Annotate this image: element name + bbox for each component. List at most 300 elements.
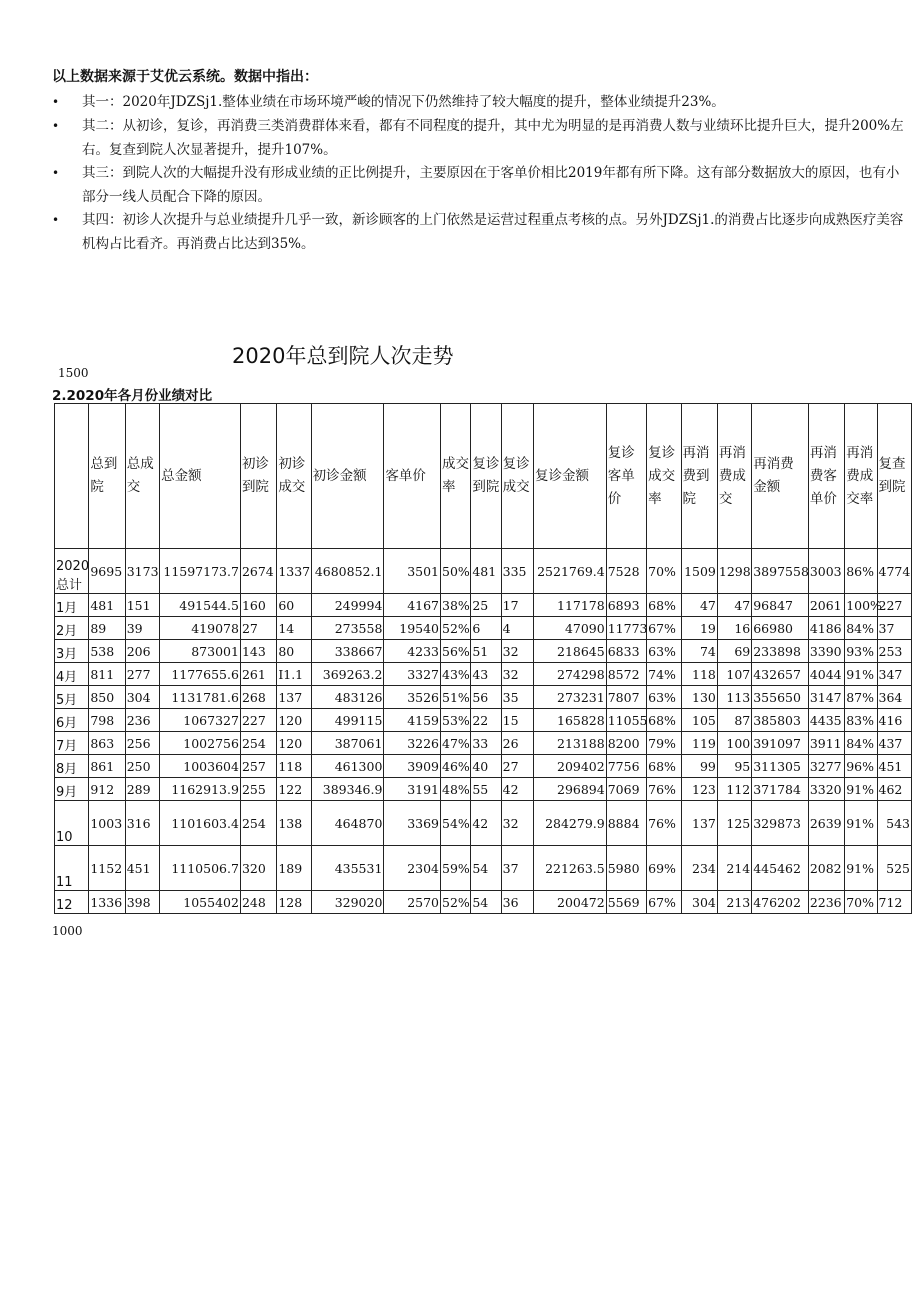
table-cell: 499115: [311, 709, 384, 732]
row-label: 2020总计: [55, 549, 89, 594]
table-cell: 254: [240, 801, 276, 846]
table-cell: 7756: [606, 755, 646, 778]
table-cell: 1131781.6: [160, 686, 241, 709]
table-cell: 437: [877, 732, 911, 755]
table-cell: 4680852.1: [311, 549, 384, 594]
column-header: 复诊客单价: [606, 404, 646, 549]
table-cell: 47%: [441, 732, 471, 755]
table-cell: 99: [681, 755, 717, 778]
table-cell: 200472: [533, 891, 606, 914]
table-cell: 17: [501, 594, 533, 617]
table-cell: 329020: [311, 891, 384, 914]
table-cell: 76%: [647, 801, 681, 846]
table-row: [55, 663, 912, 686]
table-cell: 119: [681, 732, 717, 755]
table-cell: 2082: [808, 846, 844, 891]
table-cell: 3369: [384, 801, 441, 846]
table-cell: 461300: [311, 755, 384, 778]
table-cell: 69: [717, 640, 751, 663]
table-cell: 6833: [606, 640, 646, 663]
row-label: 5月: [55, 686, 89, 709]
table-cell: 4044: [808, 663, 844, 686]
table-cell: 74: [681, 640, 717, 663]
table-cell: 389346.9: [311, 778, 384, 801]
table-cell: 1110506.7: [160, 846, 241, 891]
table-cell: 63%: [647, 686, 681, 709]
table-cell: 1067327: [160, 709, 241, 732]
table-cell: 19540: [384, 617, 441, 640]
table-row: [55, 594, 912, 617]
table-cell: 2061: [808, 594, 844, 617]
table-cell: 209402: [533, 755, 606, 778]
bullet-text: 其四：初诊人次提升与总业绩提升几乎一致，新诊顾客的上门依然是运营过程重点考核的点。另外JDZSj1.的消费占比逐步向成熟医疗美容机构占比看齐。再消费占比达到35%。: [82, 212, 904, 252]
column-header: 成交率: [441, 404, 471, 549]
table-cell: 56%: [441, 640, 471, 663]
table-cell: 273231: [533, 686, 606, 709]
table-cell: 4435: [808, 709, 844, 732]
table-cell: 11773: [606, 617, 646, 640]
row-label: 6月: [55, 709, 89, 732]
table-cell: 3897558: [752, 549, 809, 594]
table-cell: 80: [277, 640, 311, 663]
table-cell: 3277: [808, 755, 844, 778]
table-cell: 2236: [808, 891, 844, 914]
bullet-text: 其三：到院人次的大幅提升没有形成业绩的正比例提升，主要原因在于客单价相比2019年都有所下降。这有部分数据放大的原因，也有小部分一线人员配合下降的原因。: [82, 165, 900, 205]
table-cell: 118: [277, 755, 311, 778]
table-cell: 261: [240, 663, 276, 686]
table-cell: 128: [277, 891, 311, 914]
column-header: 总成交: [125, 404, 159, 549]
table-cell: 7069: [606, 778, 646, 801]
table-cell: 137: [277, 686, 311, 709]
table-cell: 296894: [533, 778, 606, 801]
table-cell: 2521769.4: [533, 549, 606, 594]
table-cell: 1298: [717, 549, 751, 594]
row-label: 8月: [55, 755, 89, 778]
table-cell: 143: [240, 640, 276, 663]
table-cell: 43: [471, 663, 501, 686]
table-cell: 69%: [647, 846, 681, 891]
bullet-text: 其二：从初诊，复诊，再消费三类消费群体来看，都有不同程度的提升，其中尤为明显的是再消费人数与业绩环比提升巨大，提升200%左右。复查到院人次显著提升，提升107%。: [82, 118, 904, 158]
table-cell: 464870: [311, 801, 384, 846]
table-cell: 67%: [647, 617, 681, 640]
table-cell: 125: [717, 801, 751, 846]
table-cell: 96847: [752, 594, 809, 617]
table-cell: 53%: [441, 709, 471, 732]
table-cell: 118: [681, 663, 717, 686]
table-cell: 255: [240, 778, 276, 801]
table-cell: 16: [717, 617, 751, 640]
column-header: 再消费成交: [717, 404, 751, 549]
bullet-text: 其一：2020年JDZSj1.整体业绩在市场环境严峻的情况下仍然维持了较大幅度的提升，整体业绩提升23%。: [82, 94, 725, 110]
table-row: [55, 686, 912, 709]
bullet-2: [52, 114, 910, 162]
table-cell: 165828: [533, 709, 606, 732]
table-cell: 338667: [311, 640, 384, 663]
row-label: 2月: [55, 617, 89, 640]
table-cell: 37: [501, 846, 533, 891]
table-cell: 3173: [125, 549, 159, 594]
table-cell: 1003: [89, 801, 125, 846]
table-cell: 86%: [845, 549, 877, 594]
bullet-dot: •: [52, 213, 60, 227]
table-cell: 316: [125, 801, 159, 846]
table-cell: 233898: [752, 640, 809, 663]
table-cell: 47090: [533, 617, 606, 640]
table-cell: 5980: [606, 846, 646, 891]
table-cell: 3191: [384, 778, 441, 801]
table-cell: 122: [277, 778, 311, 801]
table-cell: 3911: [808, 732, 844, 755]
table-cell: 6893: [606, 594, 646, 617]
table-cell: 1162913.9: [160, 778, 241, 801]
table-cell: 254: [240, 732, 276, 755]
table-cell: 79%: [647, 732, 681, 755]
table-cell: 70%: [647, 549, 681, 594]
column-header: 客单价: [384, 404, 441, 549]
table-cell: 74%: [647, 663, 681, 686]
table-cell: 46%: [441, 755, 471, 778]
table-cell: 445462: [752, 846, 809, 891]
table-cell: 91%: [845, 663, 877, 686]
table-cell: 63%: [647, 640, 681, 663]
table-cell: 1152: [89, 846, 125, 891]
table-cell: 83%: [845, 709, 877, 732]
table-cell: 304: [125, 686, 159, 709]
table-cell: 22: [471, 709, 501, 732]
bullet-dot: •: [52, 166, 60, 180]
table-cell: 4159: [384, 709, 441, 732]
table-cell: 491544.5: [160, 594, 241, 617]
table-cell: 107: [717, 663, 751, 686]
table-row: [55, 801, 912, 846]
table-cell: 6: [471, 617, 501, 640]
column-header: 总到院: [89, 404, 125, 549]
bullet-4: [52, 208, 910, 256]
table-cell: 289: [125, 778, 159, 801]
table-cell: 304: [681, 891, 717, 914]
row-label: 9月: [55, 778, 89, 801]
table-cell: 347: [877, 663, 911, 686]
table-cell: 55: [471, 778, 501, 801]
table-row: [55, 732, 912, 755]
table-cell: 35: [501, 686, 533, 709]
column-header: 再消费金额: [752, 404, 809, 549]
row-label: 10: [55, 801, 89, 846]
table-cell: 11055: [606, 709, 646, 732]
column-header: 复诊成交率: [647, 404, 681, 549]
table-cell: 861: [89, 755, 125, 778]
table-cell: 1003604: [160, 755, 241, 778]
table-cell: 130: [681, 686, 717, 709]
table-cell: 863: [89, 732, 125, 755]
table-cell: 1177655.6: [160, 663, 241, 686]
table-cell: 234: [681, 846, 717, 891]
table-cell: 189: [277, 846, 311, 891]
table-cell: 3226: [384, 732, 441, 755]
table-cell: 123: [681, 778, 717, 801]
table-cell: 70%: [845, 891, 877, 914]
table-cell: 476202: [752, 891, 809, 914]
table-cell: 273558: [311, 617, 384, 640]
table-cell: 32: [501, 663, 533, 686]
column-header: 复诊金额: [533, 404, 606, 549]
table-cell: 2674: [240, 549, 276, 594]
table-cell: 1337: [277, 549, 311, 594]
column-header: 初诊到院: [240, 404, 276, 549]
table-cell: 268: [240, 686, 276, 709]
table-cell: 54: [471, 891, 501, 914]
table-cell: 213: [717, 891, 751, 914]
chart-title: 2020年总到院人次走势: [232, 344, 454, 368]
table-cell: 435531: [311, 846, 384, 891]
table-row: [55, 617, 912, 640]
table-cell: 91%: [845, 801, 877, 846]
table-cell: 68%: [647, 594, 681, 617]
table-cell: 3147: [808, 686, 844, 709]
column-header: 再消费客单价: [808, 404, 844, 549]
table-cell: 68%: [647, 709, 681, 732]
table-cell: 385803: [752, 709, 809, 732]
table-cell: 5569: [606, 891, 646, 914]
table-cell: 4167: [384, 594, 441, 617]
table-cell: 84%: [845, 617, 877, 640]
column-header: 复诊到院: [471, 404, 501, 549]
table-cell: 27: [240, 617, 276, 640]
table-cell: 91%: [845, 778, 877, 801]
table-cell: 329873: [752, 801, 809, 846]
table-cell: 59%: [441, 846, 471, 891]
table-cell: 387061: [311, 732, 384, 755]
table-cell: 4233: [384, 640, 441, 663]
table-cell: 3327: [384, 663, 441, 686]
table-body: [55, 549, 912, 914]
bullet-1: [52, 90, 910, 114]
table-cell: 43%: [441, 663, 471, 686]
row-label: 12: [55, 891, 89, 914]
table-cell: 48%: [441, 778, 471, 801]
table-cell: 419078: [160, 617, 241, 640]
table-cell: 52%: [441, 891, 471, 914]
table-cell: 66980: [752, 617, 809, 640]
table-cell: 52%: [441, 617, 471, 640]
table-cell: 481: [471, 549, 501, 594]
table-cell: 42: [471, 801, 501, 846]
table-cell: 284279.9: [533, 801, 606, 846]
table-row: [55, 709, 912, 732]
column-header: [55, 404, 89, 549]
table-cell: 7528: [606, 549, 646, 594]
table-cell: 369263.2: [311, 663, 384, 686]
table-row: [55, 549, 912, 594]
table-cell: 42: [501, 778, 533, 801]
table-cell: 2639: [808, 801, 844, 846]
table-cell: 462: [877, 778, 911, 801]
table-cell: 100: [717, 732, 751, 755]
table-cell: 26: [501, 732, 533, 755]
table-cell: 9695: [89, 549, 125, 594]
table-cell: 15: [501, 709, 533, 732]
monthly-performance-table: [54, 403, 912, 914]
table-cell: 117178: [533, 594, 606, 617]
table-cell: 335: [501, 549, 533, 594]
column-header: 初诊金额: [311, 404, 384, 549]
table-row: [55, 891, 912, 914]
table-cell: 274298: [533, 663, 606, 686]
intro-title: 以上数据来源于艾优云系统。数据中指出：: [52, 69, 318, 85]
table-cell: 311305: [752, 755, 809, 778]
table-cell: 221263.5: [533, 846, 606, 891]
table-cell: 3526: [384, 686, 441, 709]
table-row: [55, 640, 912, 663]
table-row: [55, 778, 912, 801]
column-header: 再消费到院: [681, 404, 717, 549]
table-cell: 87%: [845, 686, 877, 709]
table-cell: 525: [877, 846, 911, 891]
table-cell: 416: [877, 709, 911, 732]
table-row: [55, 755, 912, 778]
column-header: 复查到院: [877, 404, 911, 549]
table-cell: 36: [501, 891, 533, 914]
table-cell: 538: [89, 640, 125, 663]
row-label: 4月: [55, 663, 89, 686]
table-cell: 7807: [606, 686, 646, 709]
table-cell: 47: [681, 594, 717, 617]
table-cell: 451: [125, 846, 159, 891]
table-cell: 3003: [808, 549, 844, 594]
table-cell: 51%: [441, 686, 471, 709]
table-cell: 8200: [606, 732, 646, 755]
table-cell: 32: [501, 640, 533, 663]
table-cell: 3909: [384, 755, 441, 778]
table-cell: 56: [471, 686, 501, 709]
table-cell: 277: [125, 663, 159, 686]
row-label: 3月: [55, 640, 89, 663]
table-cell: 151: [125, 594, 159, 617]
table-cell: 95: [717, 755, 751, 778]
table-cell: 39: [125, 617, 159, 640]
table-cell: 87: [717, 709, 751, 732]
table-cell: 54: [471, 846, 501, 891]
table-cell: 227: [877, 594, 911, 617]
table-cell: 8572: [606, 663, 646, 686]
table-cell: 2570: [384, 891, 441, 914]
table-cell: 256: [125, 732, 159, 755]
table-cell: 218645: [533, 640, 606, 663]
table-cell: 391097: [752, 732, 809, 755]
table-cell: 19: [681, 617, 717, 640]
table-cell: 47: [717, 594, 751, 617]
table-cell: 451: [877, 755, 911, 778]
row-label: 1月: [55, 594, 89, 617]
table-cell: 67%: [647, 891, 681, 914]
table-cell: 2304: [384, 846, 441, 891]
table-cell: 84%: [845, 732, 877, 755]
table-cell: 712: [877, 891, 911, 914]
table-cell: 93%: [845, 640, 877, 663]
table-cell: 364: [877, 686, 911, 709]
table-cell: 1509: [681, 549, 717, 594]
table-cell: 355650: [752, 686, 809, 709]
table-cell: 3320: [808, 778, 844, 801]
table-cell: 105: [681, 709, 717, 732]
table-cell: 4186: [808, 617, 844, 640]
table-cell: 1336: [89, 891, 125, 914]
table-cell: 213188: [533, 732, 606, 755]
table-cell: 236: [125, 709, 159, 732]
table-cell: 51: [471, 640, 501, 663]
table-cell: 76%: [647, 778, 681, 801]
column-header: 初诊成交: [277, 404, 311, 549]
table-cell: 37: [877, 617, 911, 640]
table-cell: 1055402: [160, 891, 241, 914]
table-cell: 40: [471, 755, 501, 778]
table-cell: 27: [501, 755, 533, 778]
table-cell: 873001: [160, 640, 241, 663]
table-cell: 249994: [311, 594, 384, 617]
table-cell: 160: [240, 594, 276, 617]
table-cell: 138: [277, 801, 311, 846]
row-label: 11: [55, 846, 89, 891]
table-cell: 96%: [845, 755, 877, 778]
table-cell: 91%: [845, 846, 877, 891]
table-cell: 54%: [441, 801, 471, 846]
row-label: 7月: [55, 732, 89, 755]
column-header: 复诊成交: [501, 404, 533, 549]
table-cell: 113: [717, 686, 751, 709]
table-cell: 206: [125, 640, 159, 663]
table-cell: 543: [877, 801, 911, 846]
section-title: 2.2020年各月份业绩对比: [52, 388, 213, 404]
table-cell: 8884: [606, 801, 646, 846]
table-cell: 100%: [845, 594, 877, 617]
bullet-dot: •: [52, 95, 60, 109]
bullet-3: [52, 161, 910, 209]
table-cell: 214: [717, 846, 751, 891]
table-cell: 1002756: [160, 732, 241, 755]
table-cell: 33: [471, 732, 501, 755]
table-cell: 14: [277, 617, 311, 640]
table-cell: 250: [125, 755, 159, 778]
axis-tick-label: 1500: [58, 366, 89, 380]
table-cell: 320: [240, 846, 276, 891]
table-cell: 3501: [384, 549, 441, 594]
table-cell: 483126: [311, 686, 384, 709]
axis-tick-label: 1000: [52, 924, 83, 938]
table-cell: 481: [89, 594, 125, 617]
table-cell: 3390: [808, 640, 844, 663]
table-cell: 112: [717, 778, 751, 801]
table-cell: 11597173.7: [160, 549, 241, 594]
table-cell: 912: [89, 778, 125, 801]
table-cell: 4: [501, 617, 533, 640]
table-cell: 4774: [877, 549, 911, 594]
table-cell: 25: [471, 594, 501, 617]
table-cell: 68%: [647, 755, 681, 778]
table-cell: I1.1: [277, 663, 311, 686]
table-cell: 89: [89, 617, 125, 640]
column-header: 再消费成交率: [845, 404, 877, 549]
table-cell: 60: [277, 594, 311, 617]
table-cell: 371784: [752, 778, 809, 801]
table-cell: 50%: [441, 549, 471, 594]
column-header: 总金额: [160, 404, 241, 549]
table-cell: 248: [240, 891, 276, 914]
table-cell: 398: [125, 891, 159, 914]
table-cell: 253: [877, 640, 911, 663]
table-cell: 257: [240, 755, 276, 778]
table-cell: 137: [681, 801, 717, 846]
